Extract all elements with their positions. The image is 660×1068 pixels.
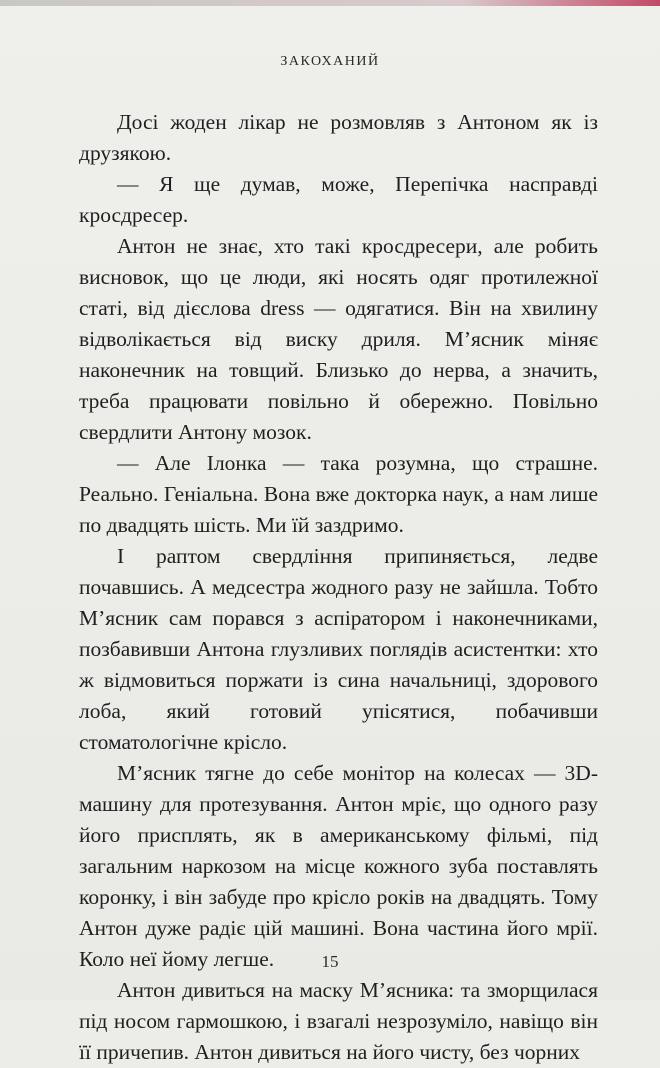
paragraph: М’ясник тягне до себе монітор на колесах — 3D-машину для протезування. Антон мріє, що одного разу його присплять, як в американському фільмі, під загальним наркозом на місце кожного зуба поставлять коронку, і він забуде про крісло років на двадцять. Тому Антон дуже радіє цій машині. Вона частина його мрії. Коло неї йому легше. <box>79 761 598 971</box>
book-page <box>0 6 660 1064</box>
body-text <box>79 107 598 1068</box>
page-number: 15 <box>321 952 339 971</box>
paragraph: — Але Ілонка — така розумна, що страшне. Реально. Геніальна. Вона вже докторка наук, а нам лише по двадцять шість. Ми їй заздримо. <box>79 451 598 537</box>
running-head: ЗАКОХАНИЙ <box>280 54 380 69</box>
paragraph: І раптом свердління припиняється, ледве почавшись. А медсестра жодного разу не зайшла. Тобто М’ясник сам порався з аспіратором і наконечниками, позбавивши Антона глузливих поглядів асистентки: хто ж відмовиться поржати із сина начальниці, здорового лоба, який готовий упісятися, побачивши стоматологічне крісло. <box>79 544 598 754</box>
paragraph: Досі жоден лікар не розмовляв з Антоном як із друзякою. <box>79 110 598 165</box>
paragraph: — Я ще думав, може, Перепічка насправді кросдресер. <box>79 172 598 227</box>
paragraph: Антон дивиться на маску М’ясника: та зморщилася під носом гармошкою, і взагалі незрозуміло, навіщо він її причепив. Антон дивиться на його чисту, без чорних <box>79 978 598 1064</box>
paragraph: Антон не знає, хто такі кросдресери, але робить висновок, що це люди, які носять одяг протилежної статі, від дієслова dress — одягатися. Він на хвилину відволікається від виску дриля. М’ясник міняє наконечник на товщий. Близько до нерва, а значить, треба працювати повільно й обережно. Повільно свердлити Антону мозок. <box>79 234 598 444</box>
